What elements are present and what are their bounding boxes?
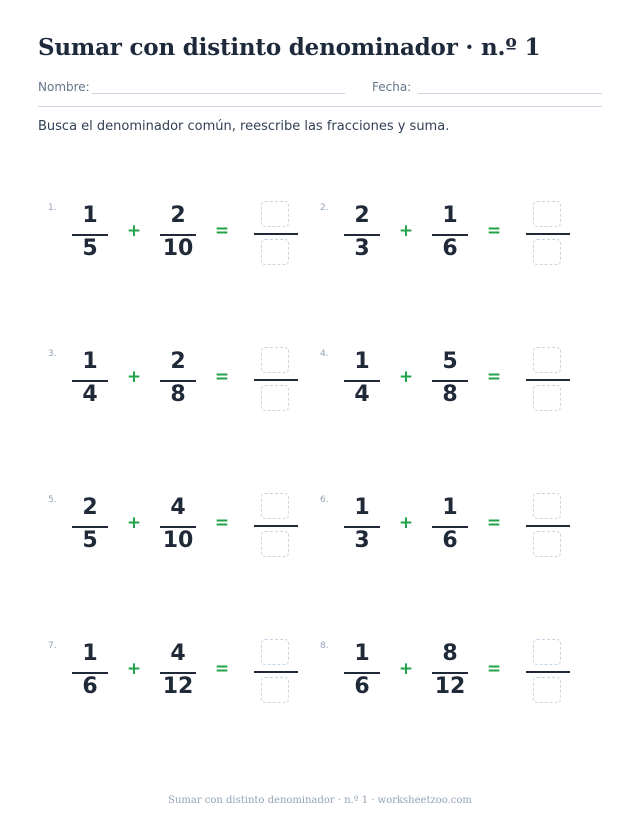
fraction-a <box>70 201 110 267</box>
fraction-b <box>430 493 470 559</box>
equals-sign: = <box>214 367 230 387</box>
plus-sign: + <box>126 221 142 241</box>
numerator: 4 <box>170 641 186 666</box>
student-fields <box>38 80 602 98</box>
header-divider <box>38 106 602 107</box>
denominator: 4 <box>354 382 370 407</box>
problem-number: 7. <box>48 641 57 651</box>
denominator: 4 <box>82 382 98 407</box>
answer-denominator-box[interactable] <box>261 531 289 557</box>
problem-number: 3. <box>48 349 57 359</box>
fraction-a <box>70 347 110 413</box>
problem-number: 2. <box>320 203 329 213</box>
fraction-bar <box>526 671 570 673</box>
fraction-a <box>342 347 382 413</box>
denominator: 5 <box>82 528 98 553</box>
answer-fraction <box>526 201 570 267</box>
problem-number: 8. <box>320 641 329 651</box>
plus-sign: + <box>126 659 142 679</box>
fraction-bar <box>254 233 298 235</box>
denominator: 10 <box>162 236 194 261</box>
problem-8 <box>320 639 600 719</box>
plus-sign: + <box>126 513 142 533</box>
problem-2 <box>320 201 600 281</box>
answer-numerator-box[interactable] <box>533 201 561 227</box>
answer-fraction <box>526 347 570 413</box>
answer-numerator-box[interactable] <box>261 347 289 373</box>
numerator: 5 <box>442 349 458 374</box>
fraction-a <box>70 639 110 705</box>
answer-denominator-box[interactable] <box>261 385 289 411</box>
denominator: 6 <box>82 674 98 699</box>
problem-number: 6. <box>320 495 329 505</box>
answer-numerator-box[interactable] <box>261 639 289 665</box>
numerator: 1 <box>82 641 98 666</box>
numerator: 1 <box>354 349 370 374</box>
problem-3 <box>48 347 328 427</box>
answer-fraction <box>254 201 298 267</box>
answer-fraction <box>526 639 570 705</box>
footer: Sumar con distinto denominador · n.º 1 · worksheetzoo.com <box>168 795 472 806</box>
denominator: 6 <box>442 236 458 261</box>
plus-sign: + <box>398 367 414 387</box>
plus-sign: + <box>398 513 414 533</box>
fraction-b <box>158 201 198 267</box>
answer-fraction <box>254 493 298 559</box>
answer-numerator-box[interactable] <box>533 347 561 373</box>
name-label: Nombre: <box>38 80 90 94</box>
numerator: 1 <box>354 495 370 520</box>
numerator: 2 <box>82 495 98 520</box>
fraction-a <box>342 639 382 705</box>
problem-4 <box>320 347 600 427</box>
numerator: 1 <box>82 349 98 374</box>
answer-numerator-box[interactable] <box>261 201 289 227</box>
fraction-b <box>158 347 198 413</box>
page-title: Sumar con distinto denominador · n.º 1 <box>38 34 541 61</box>
equals-sign: = <box>214 221 230 241</box>
numerator: 4 <box>170 495 186 520</box>
problem-6 <box>320 493 600 573</box>
problem-number: 5. <box>48 495 57 505</box>
plus-sign: + <box>126 367 142 387</box>
denominator: 12 <box>162 674 194 699</box>
fraction-a <box>342 493 382 559</box>
plus-sign: + <box>398 659 414 679</box>
numerator: 1 <box>354 641 370 666</box>
denominator: 8 <box>170 382 186 407</box>
equals-sign: = <box>486 221 502 241</box>
fraction-a <box>342 201 382 267</box>
denominator: 6 <box>442 528 458 553</box>
fraction-b <box>430 347 470 413</box>
denominator: 10 <box>162 528 194 553</box>
denominator: 5 <box>82 236 98 261</box>
answer-denominator-box[interactable] <box>533 677 561 703</box>
numerator: 2 <box>170 349 186 374</box>
answer-fraction <box>526 493 570 559</box>
fraction-bar <box>254 671 298 673</box>
fraction-bar <box>526 379 570 381</box>
fraction-b <box>158 493 198 559</box>
numerator: 8 <box>442 641 458 666</box>
plus-sign: + <box>398 221 414 241</box>
name-field[interactable] <box>92 93 345 94</box>
denominator: 3 <box>354 528 370 553</box>
fraction-bar <box>526 233 570 235</box>
instructions: Busca el denominador común, reescribe las fracciones y suma. <box>38 119 450 134</box>
answer-numerator-box[interactable] <box>533 493 561 519</box>
numerator: 2 <box>170 203 186 228</box>
numerator: 1 <box>442 203 458 228</box>
denominator: 6 <box>354 674 370 699</box>
problem-5 <box>48 493 328 573</box>
problem-number: 4. <box>320 349 329 359</box>
numerator: 2 <box>354 203 370 228</box>
denominator: 3 <box>354 236 370 261</box>
numerator: 1 <box>82 203 98 228</box>
answer-denominator-box[interactable] <box>261 677 289 703</box>
fraction-a <box>70 493 110 559</box>
equals-sign: = <box>486 367 502 387</box>
fraction-bar <box>254 379 298 381</box>
fraction-bar <box>254 525 298 527</box>
answer-denominator-box[interactable] <box>533 531 561 557</box>
answer-fraction <box>254 347 298 413</box>
equals-sign: = <box>486 513 502 533</box>
answer-denominator-box[interactable] <box>261 239 289 265</box>
problem-number: 1. <box>48 203 57 213</box>
answer-denominator-box[interactable] <box>533 385 561 411</box>
fraction-b <box>430 639 470 705</box>
answer-numerator-box[interactable] <box>533 639 561 665</box>
answer-denominator-box[interactable] <box>533 239 561 265</box>
denominator: 12 <box>434 674 466 699</box>
date-field[interactable] <box>418 93 602 94</box>
answer-fraction <box>254 639 298 705</box>
fraction-b <box>158 639 198 705</box>
equals-sign: = <box>486 659 502 679</box>
date-label: Fecha: <box>372 80 412 94</box>
equals-sign: = <box>214 659 230 679</box>
answer-numerator-box[interactable] <box>261 493 289 519</box>
denominator: 8 <box>442 382 458 407</box>
problem-1 <box>48 201 328 281</box>
fraction-b <box>430 201 470 267</box>
fraction-bar <box>526 525 570 527</box>
numerator: 1 <box>442 495 458 520</box>
equals-sign: = <box>214 513 230 533</box>
problem-7 <box>48 639 328 719</box>
